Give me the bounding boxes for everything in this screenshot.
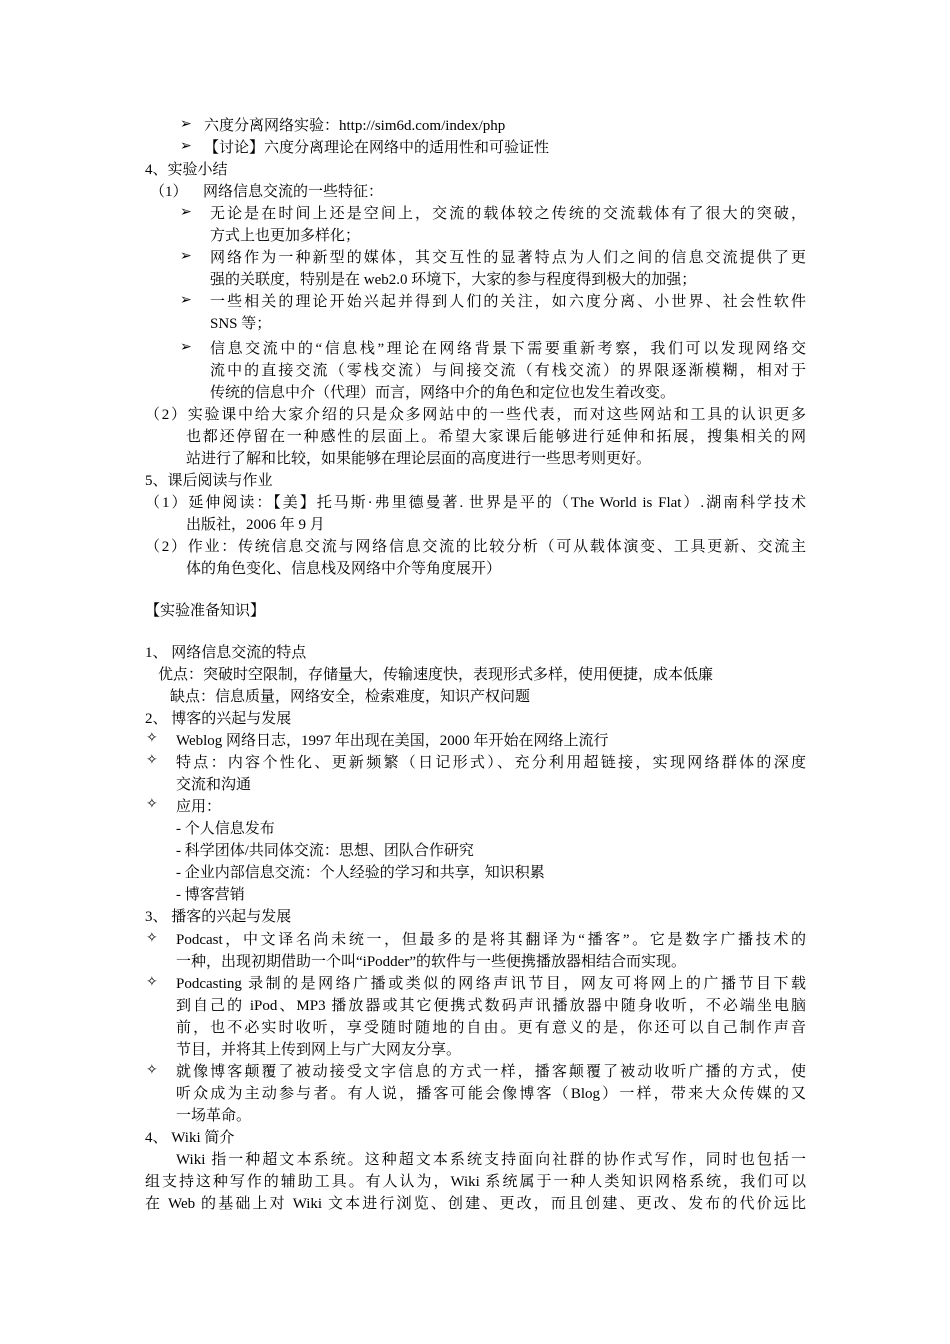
arrow-bullet-icon: ➢ <box>180 205 192 220</box>
summary-2-line: （2）实验课中给大家介绍的只是众多网站中的一些代表，而对这些网站和工具的认识更多 <box>145 407 806 423</box>
summary-2-line: 也都还停留在一种感性的层面上。希望大家课后能够进行延伸和拓展，搜集相关的网 <box>186 429 806 445</box>
advantages-line: 优点：突破时空限制，存储量大，传输速度快，表现形式多样，使用便捷，成本低廉 <box>158 667 714 683</box>
feature-3-line: SNS 等； <box>210 316 272 332</box>
feature-4-line: 流中的直接交流（零栈交流）与间接交流（有栈交流）的界限逐渐模糊，相对于 <box>210 363 806 379</box>
podcast-line: Podcast，中文译名尚未统一，但最多的是将其翻译为“播客”。它是数字广播技术的 <box>176 932 806 948</box>
feature-2-line: 网络作为一种新型的媒体，其交互性的显著特点为人们之间的信息交流提供了更 <box>210 250 806 266</box>
features-title: 网络信息交流的一些特征： <box>203 184 384 200</box>
diamond-bullet-icon: ✧ <box>146 1063 158 1078</box>
diamond-bullet-icon: ✧ <box>146 731 158 746</box>
feature-4-line: 传统的信息中介（代理）而言，网络中介的角色和定位也发生着改变。 <box>210 385 676 401</box>
podcast-line: 听众成为主动参与者。有人说，播客可能会像博客（Blog）一样，带来大众传媒的又 <box>176 1086 806 1102</box>
blog-line: 特点：内容个性化、更新频繁（日记形式）、充分利用超链接，实现网络群体的深度 <box>176 755 806 771</box>
diamond-bullet-icon: ✧ <box>146 753 158 768</box>
diamond-bullet-icon: ✧ <box>146 931 158 946</box>
section-5-heading: 5、课后阅读与作业 <box>145 473 273 489</box>
homework-line: 体的角色变化、信息栈及网络中介等角度展开） <box>186 561 502 577</box>
arrow-bullet-icon: ➢ <box>180 117 192 132</box>
arrow-bullet-icon: ➢ <box>180 340 192 355</box>
reading-line: （1）延伸阅读：【美】托马斯·弗里德曼著. 世界是平的（The World is Flat）.湖南科学技术 <box>145 495 806 511</box>
podcast-line: 就像博客颠覆了被动接受文字信息的方式一样，播客颠覆了被动收听广播的方式，使 <box>176 1064 806 1080</box>
feature-4-line: 信息交流中的“信息栈”理论在网络背景下需要重新考察，我们可以发现网络交 <box>210 341 806 357</box>
feature-1-line: 方式上也更加多样化； <box>210 228 361 244</box>
diamond-bullet-icon: ✧ <box>146 797 158 812</box>
summary-2-line: 站进行了解和比较，如果能够在理论层面的高度进行一些思考则更好。 <box>186 451 652 467</box>
prep-heading-2: 2、 博客的兴起与发展 <box>145 711 292 727</box>
discussion-line: 【讨论】六度分离理论在网络中的适用性和可验证性 <box>204 140 550 156</box>
podcast-line: 节目，并将其上传到网上与广大网友分享。 <box>176 1042 462 1058</box>
application-item: - 企业内部信息交流：个人经验的学习和共享，知识积累 <box>176 865 545 881</box>
prep-title: 【实验准备知识】 <box>145 603 266 619</box>
prep-heading-4: 4、 Wiki 简介 <box>145 1130 235 1146</box>
diamond-bullet-icon: ✧ <box>146 975 158 990</box>
feature-2-line: 强的关联度，特别是在 web2.0 环境下，大家的参与程度得到极大的加强； <box>210 272 697 288</box>
blog-line: 交流和沟通 <box>176 777 252 793</box>
section-4-heading: 4、实验小结 <box>145 162 228 178</box>
feature-3-line: 一些相关的理论开始兴起并得到人们的关注，如六度分离、小世界、社会性软件 <box>210 294 806 310</box>
wiki-paragraph-line: 在 Web 的基础上对 Wiki 文本进行浏览、创建、更改，而且创建、更改、发布的代价远比 <box>145 1196 806 1212</box>
feature-1-line: 无论是在时间上还是空间上，交流的载体较之传统的交流载体有了很大的突破， <box>210 206 806 222</box>
disadvantages-line: 缺点：信息质量，网络安全，检索难度，知识产权问题 <box>170 689 531 705</box>
podcast-line: Podcasting 录制的是网络广播或类似的网络声讯节目，网友可将网上的广播节目下载 <box>176 976 806 992</box>
prep-heading-3: 3、 播客的兴起与发展 <box>145 909 292 925</box>
wiki-paragraph-line: Wiki 指一种超文本系统。这种超文本系统支持面向社群的协作式写作，同时也包括一 <box>176 1152 806 1168</box>
application-item: - 博客营销 <box>176 887 245 903</box>
prep-heading-1: 1、 网络信息交流的特点 <box>145 645 307 661</box>
application-item: - 个人信息发布 <box>176 821 275 837</box>
experiment-link-line: 六度分离网络实验：http://sim6d.com/index/php <box>204 118 506 134</box>
homework-line: （2）作业：传统信息交流与网络信息交流的比较分析（可从载体演变、工具更新、交流主 <box>145 539 806 555</box>
arrow-bullet-icon: ➢ <box>180 249 192 264</box>
reading-line: 出版社，2006 年 9 月 <box>186 517 325 533</box>
podcast-line: 前，也不必实时收听，享受随时随地的自由。更有意义的是，你还可以自己制作声音 <box>176 1020 806 1036</box>
blog-line: 应用： <box>176 799 222 815</box>
podcast-line: 到自己的 iPod、MP3 播放器或其它便携式数码声讯播放器中随身收听，不必端坐电脑 <box>176 998 806 1014</box>
application-item: - 科学团体/共同体交流：思想、团队合作研究 <box>176 843 474 859</box>
arrow-bullet-icon: ➢ <box>180 293 192 308</box>
arrow-bullet-icon: ➢ <box>180 139 192 154</box>
item-number: （1） <box>150 184 188 200</box>
podcast-line: 一种，出现初期借助一个叫“iPodder”的软件与一些便携播放器相结合而实现。 <box>176 954 686 970</box>
wiki-paragraph-line: 组支持这种写作的辅助工具。有人认为，Wiki 系统属于一种人类知识网格系统，我们可以 <box>145 1174 806 1190</box>
podcast-line: 一场革命。 <box>176 1108 252 1124</box>
blog-line: Weblog 网络日志，1997 年出现在美国，2000 年开始在网络上流行 <box>176 733 609 749</box>
